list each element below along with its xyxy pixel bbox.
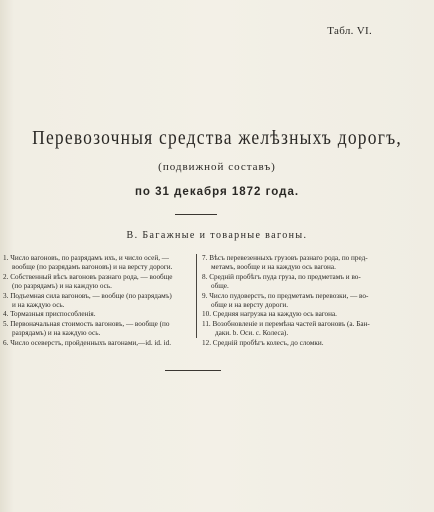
divider-bottom — [165, 370, 221, 371]
section-title: В. Багажные и товарные вагоны. — [126, 230, 308, 241]
list-item: 8. Средній пробѣгъ пуда груза, по предметамъ и во- обще. — [202, 272, 361, 291]
page-subtitle: (подвижной составъ) — [158, 161, 276, 173]
list-item: 5. Первоначальная стоимость вагоновъ, — вообще (по разрядамъ) и на каждую ось. — [3, 319, 170, 338]
divider-top — [175, 214, 217, 215]
page-title: Перевозочныя средства желѣзныхъ дорогъ, — [32, 125, 402, 149]
list-item: 9. Число пудоверстъ, по предметамъ перевозки, — во- обще и на версту дороги. — [202, 291, 369, 310]
list-item: 3. Подъемная сила вагоновъ, — вообще (по разрядамъ) и на каждую ось. — [3, 291, 172, 310]
date-heading: по 31 декабря 1872 года. — [134, 186, 300, 198]
list-item: 6. Число осеверстъ, пройденныхъ вагонами,—id. id. id. — [3, 338, 171, 347]
list-item: 11. Возобновленіе и перемѣна частей вагоновъ (а. Бан- даки. b. Оси. c. Колеса). — [202, 319, 370, 338]
items-left-column — [3, 254, 191, 348]
list-item: 1. Число вагоновъ, по разрядамъ ихъ, и число осей, — вообще (по разрядамъ вагоновъ) и на версту дороги. — [3, 254, 173, 272]
items-right-column — [202, 254, 392, 348]
list-item: 2. Собственный вѣсъ вагоновъ разнаго рода, — вообще (по разрядамъ) и на каждую ось. — [3, 272, 173, 291]
list-item: 4. Тормазныя приспособленія. — [3, 310, 96, 319]
list-item: 10. Средняя нагрузка на каждую ось вагона. — [202, 310, 337, 319]
column-divider — [196, 254, 197, 338]
table-number: Табл. VI. — [327, 25, 372, 37]
list-item: 12. Средній пробѣгъ колесъ, до сломки. — [202, 338, 324, 347]
list-item: 7. Вѣсъ перевезенныхъ грузовъ разнаго рода, по пред- метамъ, вообще и на каждую ось вагона. — [202, 254, 368, 272]
